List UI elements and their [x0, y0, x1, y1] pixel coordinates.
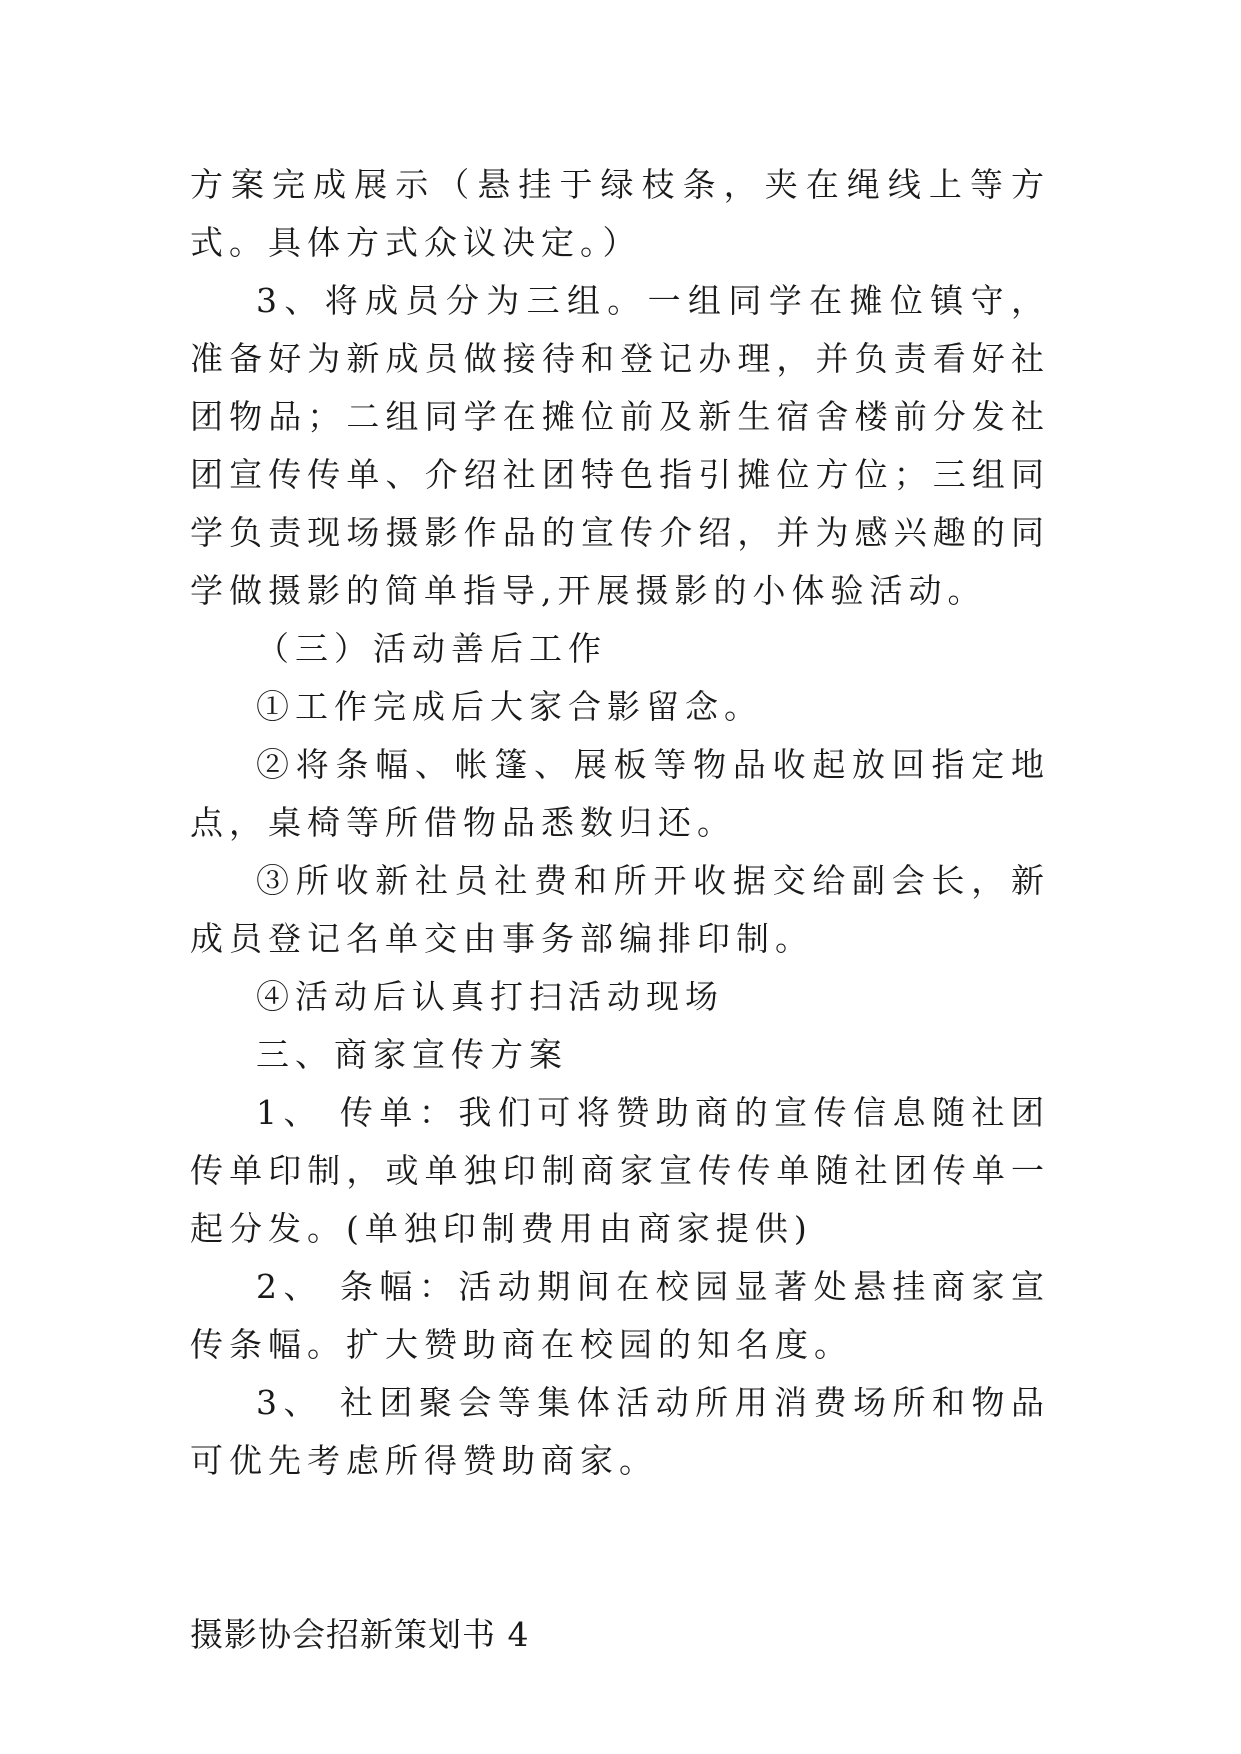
document-title: 摄影协会招新策划书 4	[190, 1615, 530, 1654]
paragraph-display-method: 方案完成展示（悬挂于绿枝条，夹在绳线上等方式。具体方式众议决定。）	[190, 165, 1050, 262]
list-item-return-items: ②将条幅、帐篷、展板等物品收起放回指定地点，桌椅等所借物品悉数归还。	[190, 745, 1050, 842]
list-item-fees-receipts: ③所收新社员社费和所开收据交给副会长，新成员登记名单交由事务部编排印制。	[190, 861, 1050, 958]
paragraph-sponsor-priority: 3、 社团聚会等集体活动所用消费场所和物品可优先考虑所得赞助商家。	[190, 1383, 1050, 1480]
section-heading-merchant-promo: 三、商家宣传方案	[256, 1035, 568, 1074]
paragraph-group-division: 3、将成员分为三组。一组同学在摊位镇守，准备好为新成员做接待和登记办理，并负责看好社团物品；二组同学在摊位前及新生宿舍楼前分发社团宣传传单、介绍社团特色指引摊位方位；三组同学负责现场摄影作品的宣传介绍，并为感兴趣的同学做摄影的简单指导,开展摄影的小体验活动。	[190, 281, 1050, 610]
document-body	[190, 156, 1050, 1664]
section-spacer	[190, 1490, 1050, 1606]
list-item-group-photo: ①工作完成后大家合影留念。	[256, 687, 763, 726]
list-item-cleanup: ④活动后认真打扫活动现场	[256, 977, 724, 1016]
section-heading-aftercare: （三）活动善后工作	[256, 629, 607, 668]
paragraph-flyers: 1、 传单：我们可将赞助商的宣传信息随社团传单印制，或单独印制商家宣传传单随社团传单一起分发。(单独印制费用由商家提供)	[190, 1093, 1050, 1248]
paragraph-banners: 2、 条幅：活动期间在校园显著处悬挂商家宣传条幅。扩大赞助商在校园的知名度。	[190, 1267, 1050, 1364]
